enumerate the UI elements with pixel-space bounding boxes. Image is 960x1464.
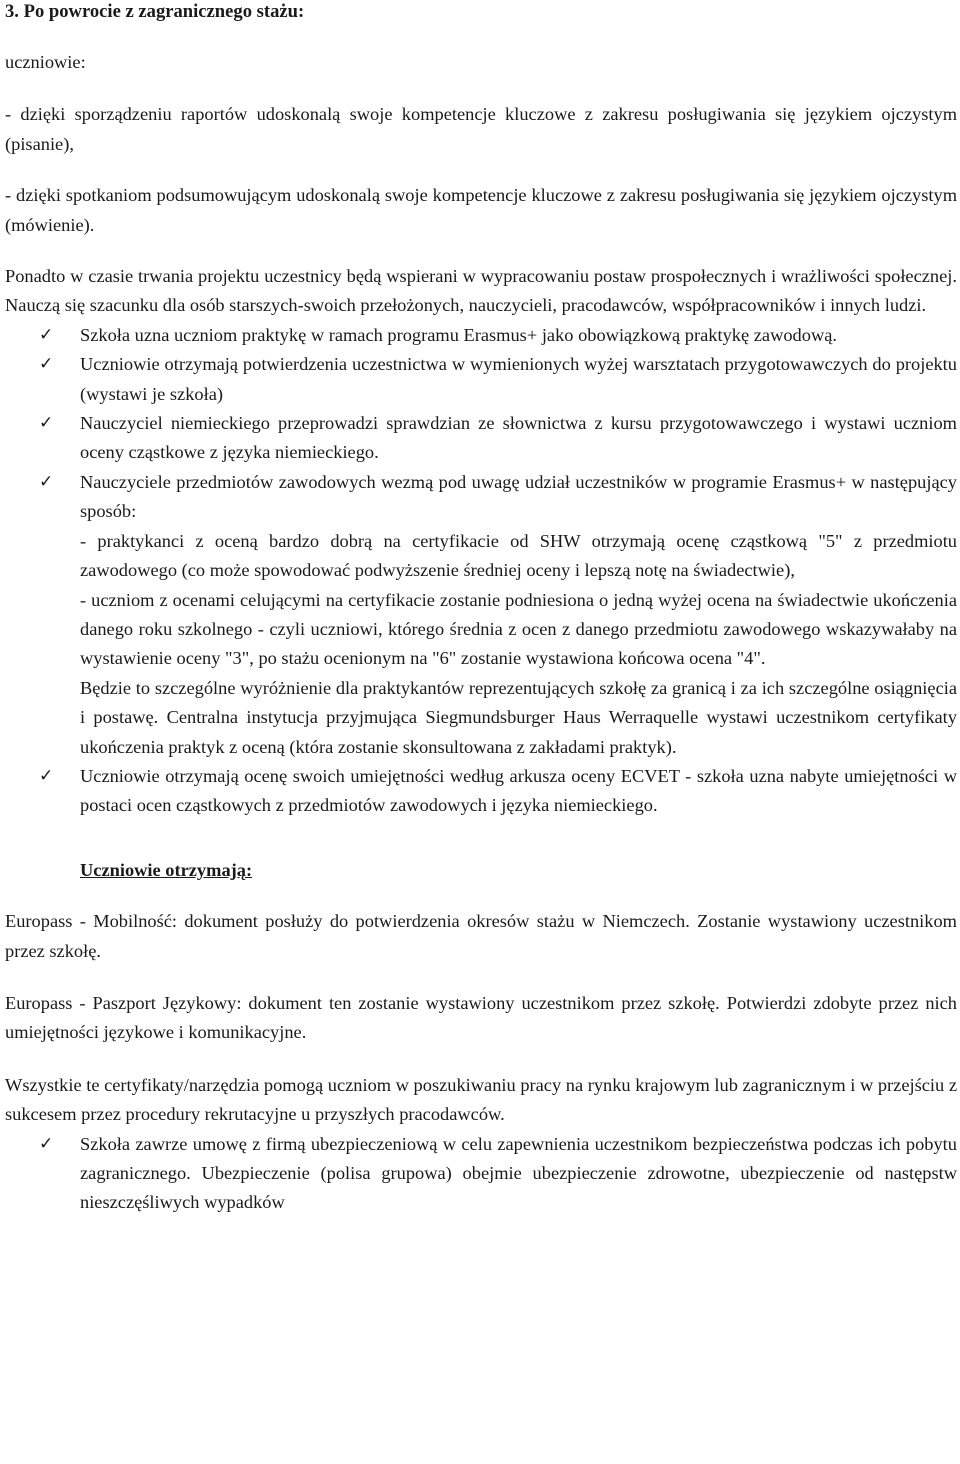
list-item-subtext: - uczniom z ocenami celującymi na certyfikacie zostanie podniesiona o jedną wyżej ocena na świadectwie ukończenia danego roku szkolnego - czyli uczniowi, którego średnia z ocen z danego przedmiotu zawodowego wskazywałaby na wystawienie oceny "3", po stażu ocenionym na "6" zostanie wystawiona końcowa ocena "4".: [80, 589, 957, 669]
dash-item-writing: - dzięki sporządzeniu raportów udoskonalą swoje kompetencje kluczowe z zakresu posługiwania się językiem ojczystym (pisanie),: [5, 104, 957, 154]
checkmark-icon: ✓: [39, 471, 54, 492]
list-item: [5, 409, 957, 468]
checklist-insurance: [5, 1130, 957, 1218]
europass-language-paragraph: Europass - Paszport Językowy: dokument ten zostanie wystawiony uczestnikom przez szkołę. Potwierdzi zdobyte przez nich umiejętności językowe i komunikacyjne.: [5, 992, 957, 1043]
list-item-text: Nauczyciel niemieckiego przeprowadzi sprawdzian ze słownictwa z kursu przygotowawczego i wystawi uczniom oceny cząstkowe z języka niemieckiego.: [80, 413, 957, 463]
list-item-text: Uczniowie otrzymają ocenę swoich umiejętności według arkusza oceny ECVET - szkoła uzna nabyte umiejętności w postaci ocen cząstkowych z przedmiotów zawodowych i języka niemieckiego.: [80, 765, 957, 816]
checkmark-icon: ✓: [39, 354, 54, 375]
checkmark-icon: ✓: [39, 413, 54, 434]
list-item: [5, 762, 957, 821]
dash-item-speaking: - dzięki spotkaniom podsumowującym udoskonalą swoje kompetencje kluczowe z zakresu posługiwania się językiem ojczystym (mówienie).: [5, 185, 957, 235]
list-item: [5, 468, 957, 762]
list-item-subtext: - praktykanci z oceną bardzo dobrą na certyfikacie od SHW otrzymają ocenę cząstkową "5" z przedmiotu zawodowego (co może spowodować podwyższenie średniej oceny i lepszą notę na świadectwie),: [80, 530, 957, 581]
list-item: [5, 1130, 957, 1218]
list-item: [5, 350, 957, 409]
section-heading: 3. Po powrocie z zagranicznego stażu:: [5, 1, 305, 22]
checkmark-icon: ✓: [39, 1133, 54, 1154]
europass-mobility-paragraph: Europass - Mobilność: dokument posłuży do potwierdzenia okresów stażu w Niemczech. Zostanie wystawiony uczestnikom przez szkołę.: [5, 911, 957, 961]
list-item-text: Uczniowie otrzymają potwierdzenia uczestnictwa w wymienionych wyżej warsztatach przygotowawczych do projektu (wystawi je szkoła): [80, 354, 957, 404]
document-page: [5, 0, 957, 1218]
list-item: [5, 321, 957, 350]
prosocial-paragraph: Ponadto w czasie trwania projektu uczestnicy będą wspierani w wypracowaniu postaw prospołecznych i wrażliwości społecznej. Nauczą się szacunku dla osób starszych-swoich przełożonych, nauczycieli, pracodawców, współpracowników i innych ludzi.: [5, 266, 957, 316]
receive-heading: Uczniowie otrzymają:: [80, 859, 253, 880]
certificates-paragraph: Wszystkie te certyfikaty/narzędzia pomogą uczniom w poszukiwaniu pracy na rynku krajowym lub zagranicznym i w przejściu z sukcesem przez procedury rekrutacyjne u przyszłych pracodawców.: [5, 1074, 957, 1125]
list-item-text: Szkoła zawrze umowę z firmą ubezpieczeniową w celu zapewnienia uczestnikom bezpieczeństwa podczas ich pobytu zagranicznego. Ubezpieczenie (polisa grupowa) obejmie ubezpieczenie zdrowotne, ubezpieczenie od następstw nieszczęśliwych wypadków: [80, 1133, 957, 1213]
checklist-outcomes: [5, 321, 957, 821]
checkmark-icon: ✓: [39, 765, 54, 786]
list-item-subtext: Będzie to szczególne wyróżnienie dla praktykantów reprezentujących szkołę za granicą i za ich szczególne osiągnięcia i postawę. Centralna instytucja przyjmująca Siegmundsburger Haus Werraquelle wystawi uczestnikom certyfikaty ukończenia praktyk z oceną (która zostanie skonsultowana z zakładami praktyk).: [80, 677, 957, 757]
list-item-text: Nauczyciele przedmiotów zawodowych wezmą pod uwagę udział uczestników w programie Erasmus+ w następujący sposób:: [80, 471, 957, 522]
students-label: uczniowie:: [5, 52, 86, 72]
list-item-text: Szkoła uzna uczniom praktykę w ramach programu Erasmus+ jako obowiązkową praktykę zawodową.: [80, 324, 837, 345]
checkmark-icon: ✓: [39, 324, 54, 345]
